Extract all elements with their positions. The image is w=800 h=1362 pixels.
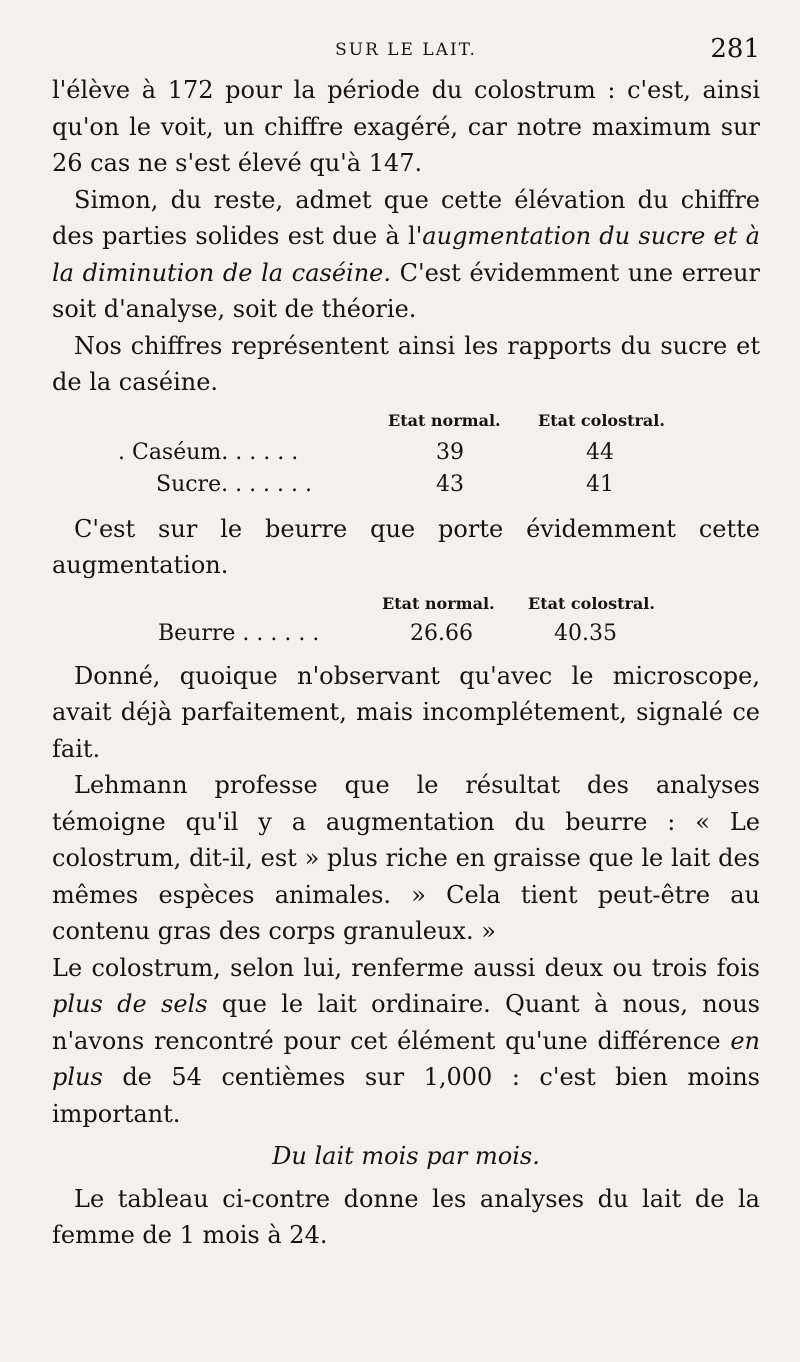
paragraph-5: Donné, quoique n'observant qu'avec le microscope, avait déjà parfaitement, mais incomplétement, signalé ce fait.: [52, 661, 760, 763]
paragraph-4: C'est sur le beurre que porte évidemment cette augmentation.: [52, 514, 760, 579]
paragraph-6: Lehmann professe que le résultat des analyses témoigne qu'il y a augmentation du beurre : « Le colostrum, dit-il, est » plus riche en graisse que le lait des mêmes espèces animales. » Cela tient peut-être au contenu gras des corps granuleux. »: [52, 771, 760, 945]
table2-row-label: Beurre . . . . . .: [158, 620, 320, 646]
paragraph-7-text-c: de 54 centièmes sur 1,000 : c'est bien moins important.: [52, 1063, 760, 1128]
paragraph-7-italic-1: plus de sels: [52, 990, 208, 1018]
paragraph-8: Le tableau ci-contre donne les analyses du lait de la femme de 1 mois à 24.: [52, 1184, 760, 1249]
page-header: [52, 34, 760, 64]
paragraph-2-italic: augmentation du sucre et à la diminution de la caséine.: [52, 222, 760, 287]
table1-cell-normal: 43: [436, 471, 464, 497]
table1-cell-colostral: 41: [586, 471, 614, 497]
table1-cell-normal: 39: [436, 439, 464, 465]
paragraph-7-italic-2: en plus: [52, 1026, 760, 1091]
table2-header-normal: Etat normal.: [382, 593, 495, 613]
table2-header-colostral: Etat colostral.: [528, 593, 655, 613]
table1-cell-colostral: 44: [586, 439, 614, 465]
table2-cell-normal: 26.66: [410, 620, 473, 646]
table1-row-label: . Caséum. . . . . .: [118, 439, 299, 465]
paragraph-1: l'élève à 172 pour la période du colostrum : c'est, ainsi qu'on le voit, un chiffre exagéré, car notre maximum sur 26 cas ne s'est élevé qu'à 147.: [52, 76, 760, 177]
running-head: SUR LE LAIT.: [335, 40, 477, 60]
paragraph-2-text-b: C'est évidemment une erreur soit d'analyse, soit de théorie.: [52, 258, 760, 323]
paragraph-7-text-b: que le lait ordinaire. Quant à nous, nous n'avons rencontré pour cet élément qu'une différence: [52, 990, 760, 1055]
paragraph-2: [52, 182, 760, 328]
butter-table: [52, 584, 760, 658]
paragraph-2-text-a: Simon, du reste, admet que cette élévation du chiffre des parties solides est due à l': [52, 185, 760, 250]
page-number: 281: [710, 34, 760, 64]
table1-row-label: Sucre. . . . . . .: [156, 471, 313, 497]
casein-sugar-table: [52, 401, 760, 511]
table1-header-normal: Etat normal.: [388, 410, 501, 430]
paragraph-3: Nos chiffres représentent ainsi les rapports du sucre et de la caséine.: [52, 331, 760, 396]
paragraph-7: [52, 950, 760, 1133]
table1-header-colostral: Etat colostral.: [538, 410, 665, 430]
section-title: Du lait mois par mois.: [272, 1142, 540, 1170]
table2-cell-colostral: 40.35: [554, 620, 617, 646]
body-text: [52, 72, 760, 1254]
paragraph-7-text-a: Le colostrum, selon lui, renferme aussi deux ou trois fois: [52, 953, 760, 982]
